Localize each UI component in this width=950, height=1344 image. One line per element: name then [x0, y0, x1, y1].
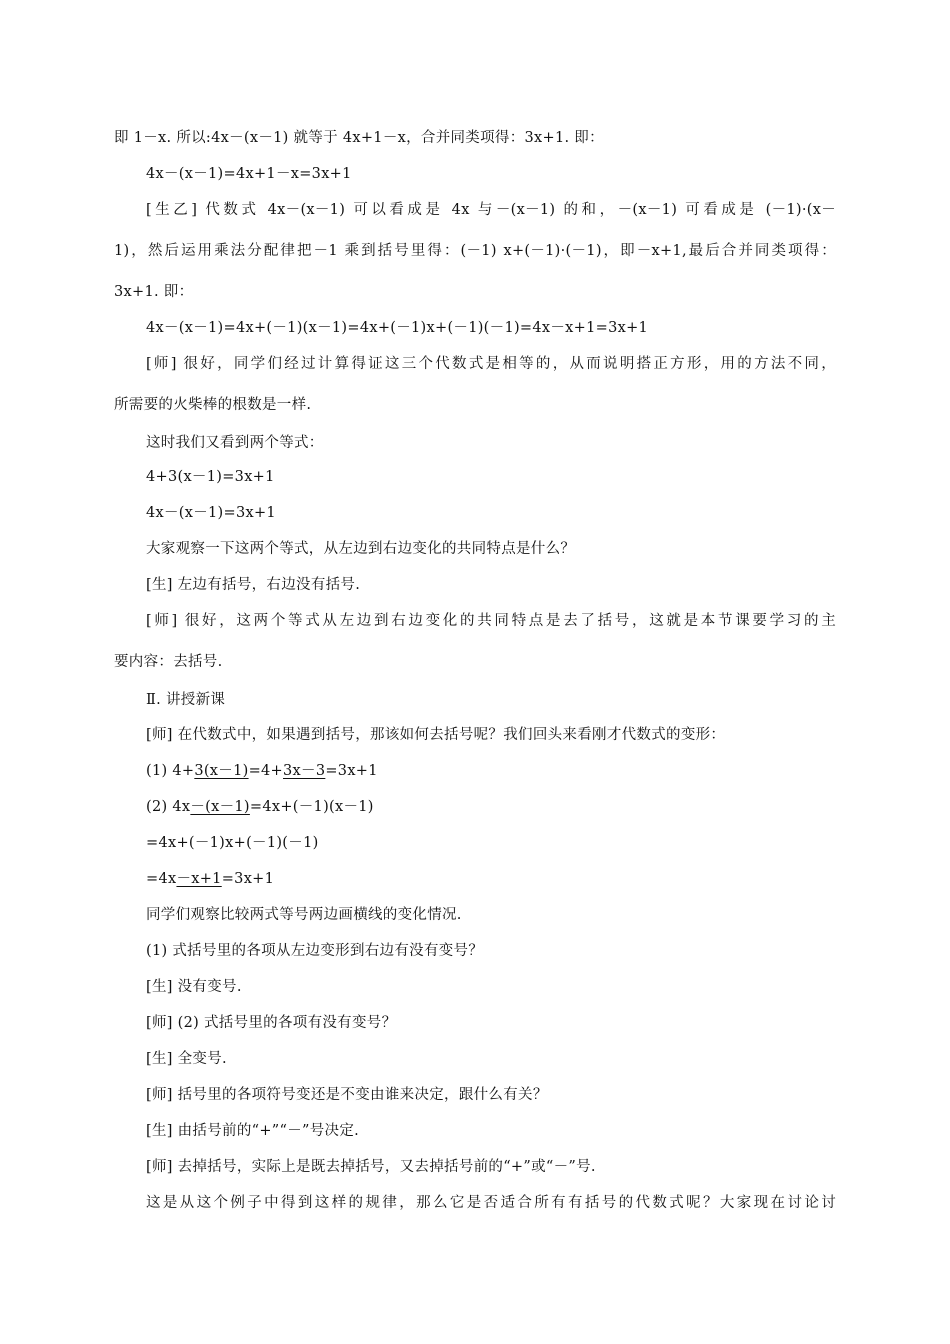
text-line: [师] 很好，同学们经过计算得证这三个代数式是相等的，从而说明搭正方形，用的方法不同， — [146, 356, 836, 372]
text-line: [生] 由括号前的“+”“－”号决定. — [146, 1123, 360, 1139]
equation-line: (1) 4+3(x－1)=4+3x－3=3x+1 — [146, 763, 378, 779]
text-line: [师] 去掉括号，实际上是既去掉括号，又去掉括号前的“+”或“－”号. — [146, 1159, 596, 1175]
text-line: [师] 很好，这两个等式从左边到右边变化的共同特点是去了括号，这就是本节课要学习的主 — [146, 613, 836, 629]
text-line: [生乙] 代数式 4x－(x－1) 可以看成是 4x 与－(x－1) 的和，－(x－1) 可看成是 (－1)·(x－ — [146, 202, 836, 218]
text-line: [师] 括号里的各项符号变还是不变由谁来决定，跟什么有关？ — [146, 1087, 548, 1103]
equation-line: 4x－(x－1)=4x+1－x=3x+1 — [146, 166, 352, 182]
text-line: 1)，然后运用乘法分配律把－1 乘到括号里得：(－1) x+(－1)·(－1)，即－x+1,最后合并同类项得： — [114, 243, 836, 259]
text-line: 3x+1. 即： — [114, 284, 194, 300]
text-line: 大家观察一下这两个等式，从左边到右边变化的共同特点是什么？ — [146, 541, 576, 557]
text-line: 即 1－x. 所以:4x－(x－1) 就等于 4x+1－x，合并同类项得：3x+1. 即： — [114, 130, 604, 146]
text-line: [生] 左边有括号，右边没有括号. — [146, 577, 361, 593]
text-line: 同学们观察比较两式等号两边画横线的变化情况. — [146, 907, 462, 923]
text-line: [师] 在代数式中，如果遇到括号，那该如何去括号呢？我们回头来看刚才代数式的变形： — [146, 727, 726, 743]
text-line: 这是从这个例子中得到这样的规律，那么它是否适合所有有括号的代数式呢？大家现在讨论讨 — [146, 1195, 836, 1211]
equation-line: (2) 4x－(x－1)=4x+(－1)(x－1) — [146, 799, 374, 815]
text-line: 这时我们又看到两个等式： — [146, 435, 324, 451]
text-line: [生] 全变号. — [146, 1051, 227, 1067]
text-line: (1) 式括号里的各项从左边变形到右边有没有变号？ — [146, 943, 484, 959]
equation-line: =4x－x+1=3x+1 — [146, 871, 275, 887]
equation-line: 4x－(x－1)=3x+1 — [146, 505, 276, 521]
text-line: 要内容：去括号. — [114, 654, 223, 670]
text-line: [师] (2) 式括号里的各项有没有变号？ — [146, 1015, 397, 1031]
equation-line: 4x－(x－1)=4x+(－1)(x－1)=4x+(－1)x+(－1)(－1)=4x－x+1=3x+1 — [146, 320, 649, 336]
equation-line: 4+3(x－1)=3x+1 — [146, 469, 275, 485]
equation-line: =4x+(－1)x+(－1)(－1) — [146, 835, 319, 851]
text-line: 所需要的火柴棒的根数是一样. — [114, 397, 312, 413]
section-heading: Ⅱ. 讲授新课 — [146, 692, 226, 708]
text-line: [生] 没有变号. — [146, 979, 242, 995]
